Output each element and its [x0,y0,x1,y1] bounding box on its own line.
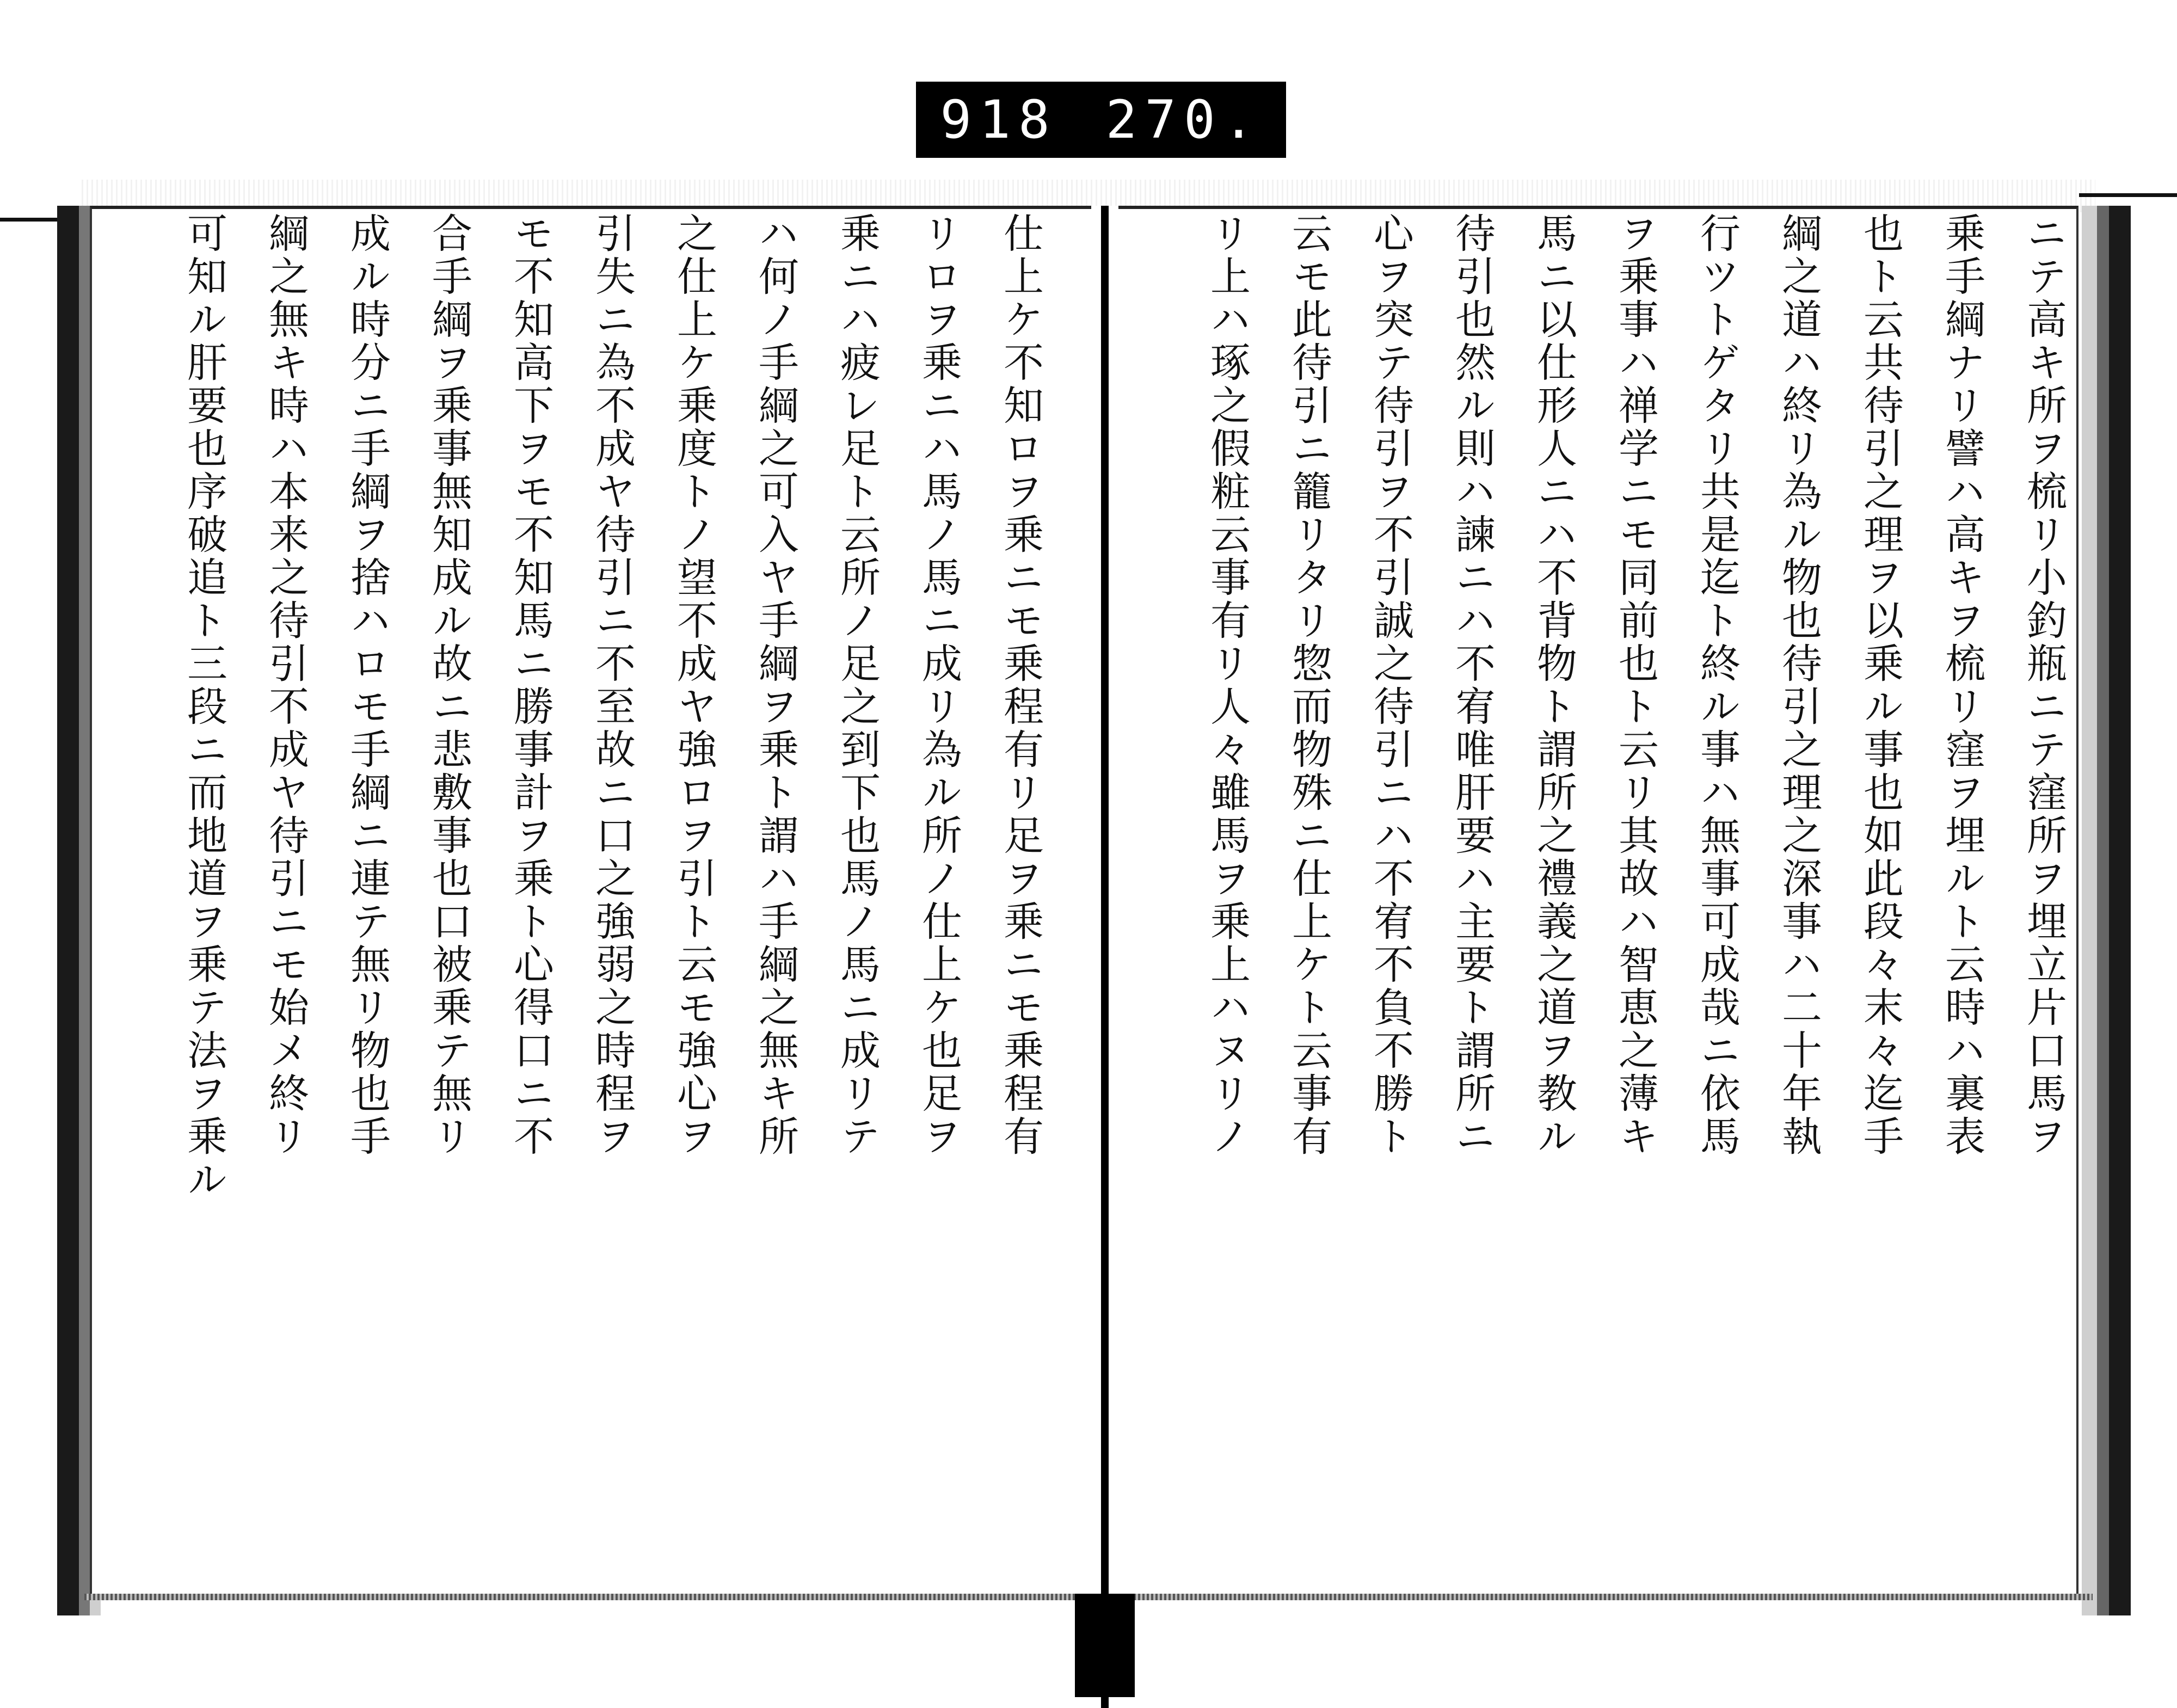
right-page-column: 行ツトゲタリ共是迄ト終ル事ハ無事可成哉ニ依馬 [1694,212,1741,1158]
right-page-column: リ上ハ琢之假粧云事有リ人々雖馬ヲ乗上ハヌリノ [1204,212,1251,1158]
right-edge-line [2079,193,2177,197]
right-page-column: 待引也然ル則ハ諫ニハ不宥唯肝要ハ主要ト謂所ニ [1449,212,1496,1158]
left-page-column: 合手綱ヲ乗事無知成ル故ニ悲敷事也口被乗テ無リ [426,212,472,1158]
right-page-edge [2082,206,2131,1615]
label-right-number: 270. [1105,89,1262,150]
left-page-text [136,212,1061,1246]
left-page-column: ハ何ノ手綱之可入ヤ手綱ヲ乗ト謂ハ手綱之無キ所 [752,212,799,1158]
right-page-column: 馬ニ以仕形人ニハ不背物ト謂所之禮義之道ヲ教ル [1530,212,1577,1158]
right-page-column: 云モ此待引ニ籠リタリ惣而物殊ニ仕上ケト云事有 [1286,212,1332,1158]
book-spine [1091,206,1118,1708]
right-page-column: 心ヲ突テ待引ヲ不引誠之待引ニハ不宥不負不勝ト [1367,212,1414,1158]
left-page-column: 可知ル肝要也序破追ト三段ニ而地道ヲ乗テ法ヲ乗ル [181,212,227,1201]
left-page-column: モ不知高下ヲモ不知馬ニ勝事計ヲ乗ト心得口ニ不 [507,212,554,1158]
left-page-column: 引失ニ為不成ヤ待引ニ不至故ニ口之強弱之時程ヲ [589,212,636,1158]
label-left-number: 918 [940,89,1057,150]
left-page-column: 乗ニハ疲レ足ト云所ノ足之到下也馬ノ馬ニ成リテ [834,212,881,1158]
right-page-column: 乗手綱ナリ譬ハ高キヲ梳リ窪ヲ埋ルト云時ハ裏表 [1939,212,1985,1158]
right-page-column: ヲ乗事ハ禅学ニモ同前也ト云リ其故ハ智恵之薄キ [1612,212,1659,1158]
left-page-column: 之仕上ケ乗度トノ望不成ヤ強ロヲ引ト云モ強心ヲ [671,212,717,1158]
archive-number-label [916,82,1286,158]
left-page-column: 成ル時分ニ手綱ヲ捨ハロモ手綱ニ連テ無リ物也手 [344,212,391,1158]
right-page-column: ニテ高キ所ヲ梳リ小釣瓶ニテ窪所ヲ埋立片口馬ヲ [2020,212,2067,1158]
right-page-column: 也ト云共待引之理ヲ以乗ル事也如此段々末々迄手 [1857,212,1904,1158]
right-page-column: 綱之道ハ終リ為ル物也待引之理之深事ハ二十年執 [1775,212,1822,1158]
spine-foot [1075,1594,1135,1697]
left-page-column: 綱之無キ時ハ本来之待引不成ヤ待引ニモ始メ終リ [262,212,309,1158]
left-page-column: リロヲ乗ニハ馬ノ馬ニ成リ為ル所ノ仕上ケ也足ヲ [915,212,962,1158]
left-page-column: 仕上ケ不知ロヲ乗ニモ乗程有リ足ヲ乗ニモ乗程有 [997,212,1044,1158]
right-page-text [1159,212,2084,1246]
